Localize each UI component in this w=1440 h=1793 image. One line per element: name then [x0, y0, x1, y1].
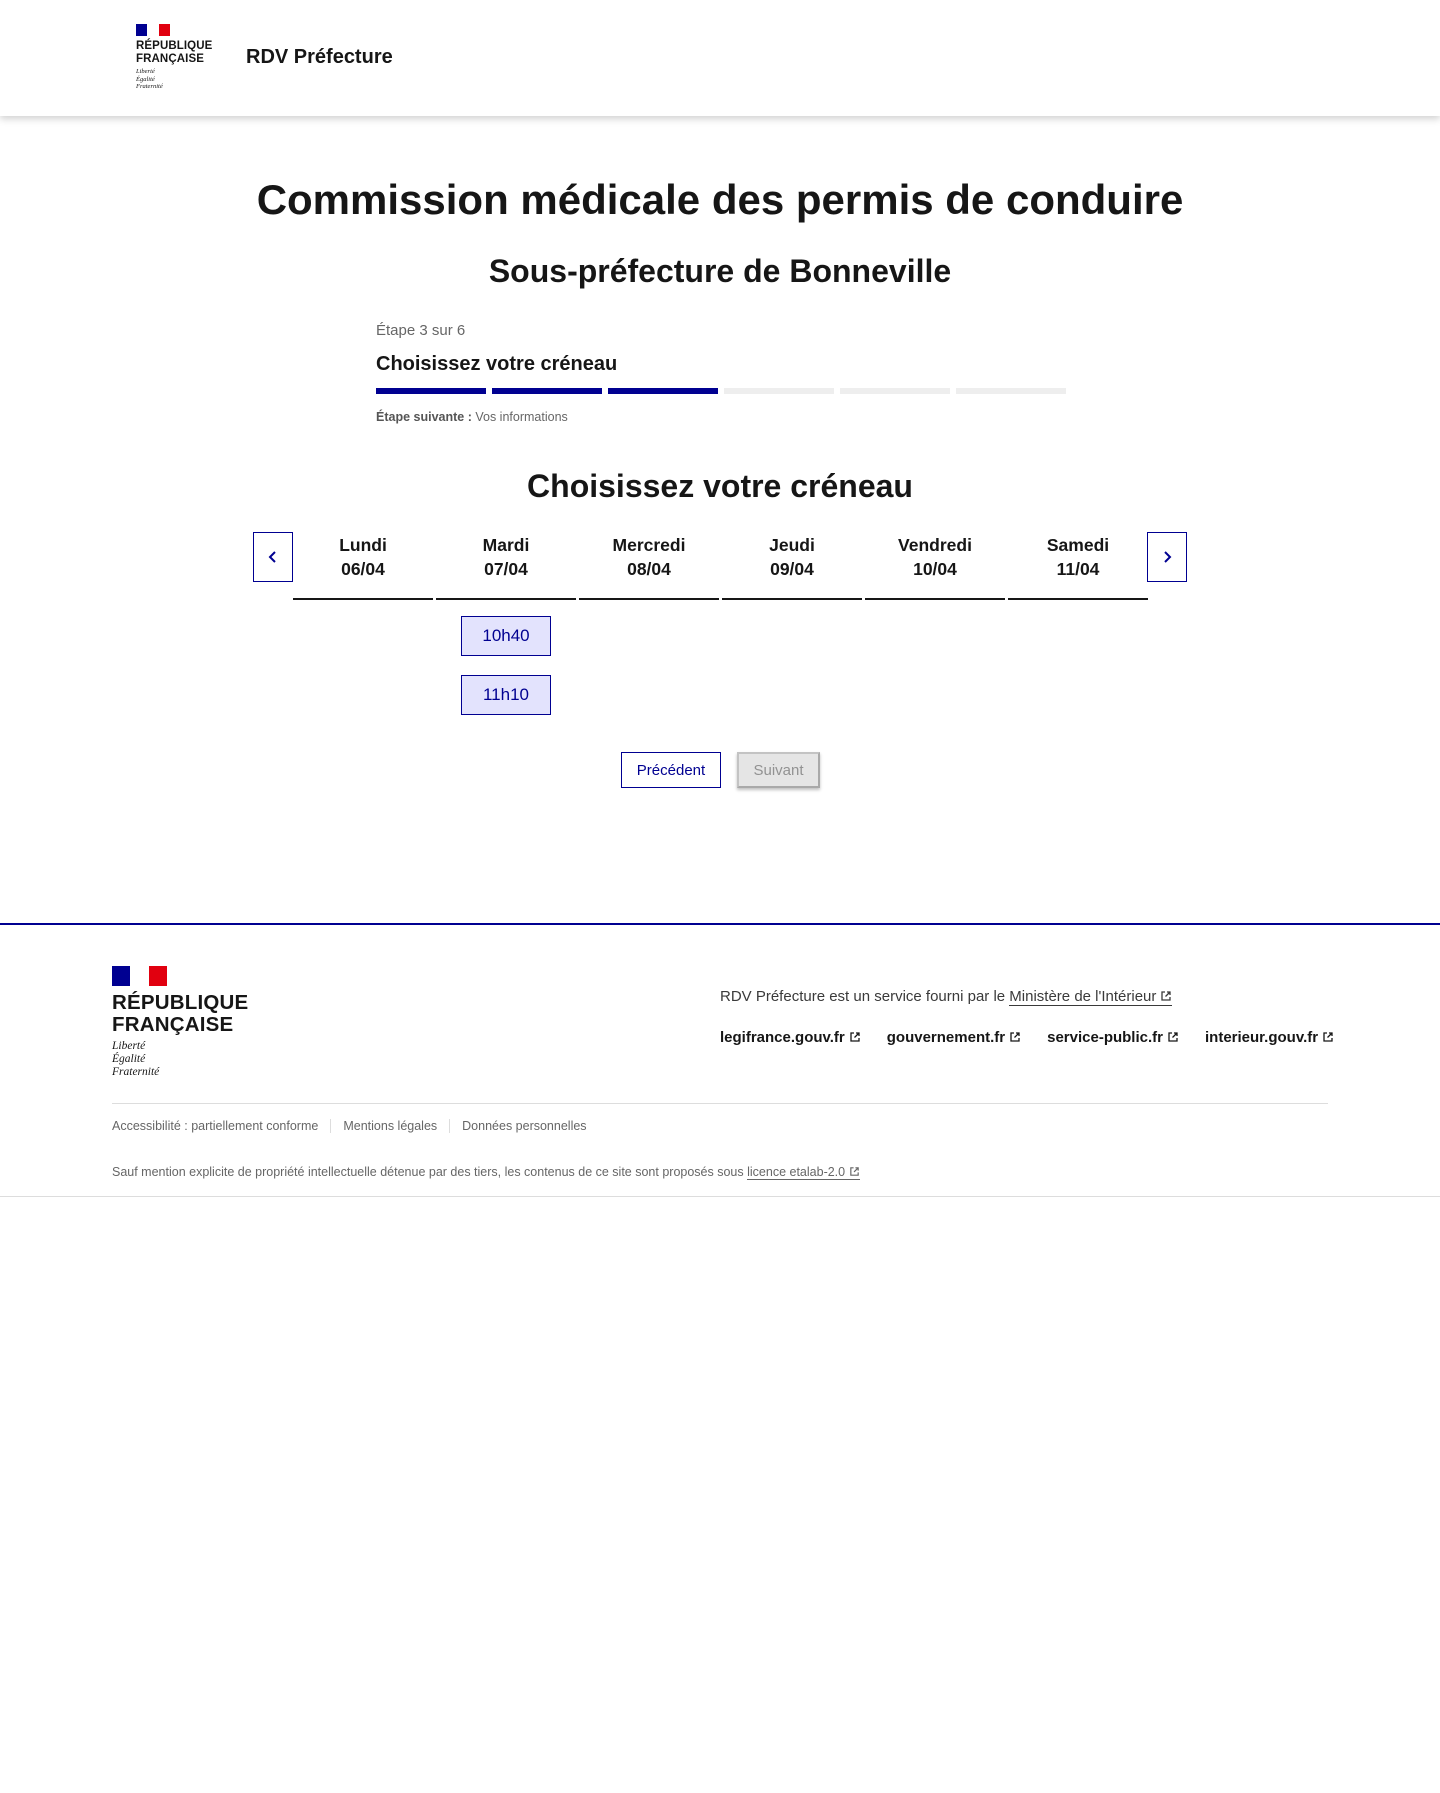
day-column [1008, 532, 1148, 715]
stepper-next-label: Étape suivante : [376, 410, 472, 424]
service-title[interactable]: RDV Préfecture [246, 46, 393, 68]
day-column [436, 532, 576, 715]
stepper-segment [376, 388, 486, 394]
day-header [865, 532, 1005, 600]
page-subtitle: Sous-préfecture de Bonneville [488, 253, 952, 289]
external-link-icon [1160, 990, 1172, 1002]
footer-link[interactable]: interieur.gouv.fr [1205, 1029, 1334, 1046]
time-slot-button[interactable]: 10h40 [461, 616, 551, 656]
stepper-segment [608, 388, 718, 394]
stepper [376, 322, 1066, 424]
day-column [722, 532, 862, 715]
republic-name: RÉPUBLIQUE FRANÇAISE [136, 40, 213, 65]
republique-francaise-logo[interactable] [136, 24, 212, 91]
days-grid [293, 532, 1148, 715]
day-date: 09/04 [770, 559, 814, 579]
stepper-segment [840, 388, 950, 394]
external-link-icon [1167, 1031, 1179, 1043]
stepper-segment [492, 388, 602, 394]
day-date: 06/04 [341, 559, 385, 579]
stepper-next-step [376, 410, 1066, 424]
chevron-right-icon [1160, 550, 1174, 564]
stepper-segment [956, 388, 1066, 394]
next-week-button[interactable] [1147, 532, 1187, 582]
next-button[interactable]: Suivant [737, 752, 820, 788]
footer-bottom-link[interactable]: Mentions légales [330, 1119, 449, 1133]
day-date: 07/04 [484, 559, 528, 579]
footer-bottom-link[interactable]: Accessibilité : partiellement conforme [112, 1119, 319, 1133]
stepper-current-title: Choisissez votre créneau [376, 353, 618, 375]
day-header [293, 532, 433, 600]
day-header [579, 532, 719, 600]
footer-divider [112, 1103, 1328, 1104]
day-name: Mercredi [612, 535, 686, 555]
day-name: Jeudi [769, 535, 815, 555]
day-column [293, 532, 433, 715]
day-date: 08/04 [627, 559, 671, 579]
day-column [579, 532, 719, 715]
ministere-interieur-link[interactable]: Ministère de l'Intérieur [1009, 988, 1172, 1006]
day-date: 11/04 [1056, 559, 1100, 579]
day-name: Vendredi [898, 535, 972, 555]
french-flag-icon [112, 966, 167, 986]
day-name: Mardi [482, 535, 530, 555]
footer-bottom-link[interactable]: Données personnelles [449, 1119, 598, 1133]
republic-motto: Liberté Égalité Fraternité [112, 1040, 160, 1078]
slots-section-title: Choisissez votre créneau [527, 468, 913, 504]
republique-francaise-logo-footer[interactable] [112, 966, 248, 1079]
licence-etalab-link[interactable]: licence etalab-2.0 [747, 1165, 860, 1180]
day-name: Samedi [1046, 535, 1110, 555]
stepper-progress [376, 388, 1066, 394]
external-link-icon [1009, 1031, 1021, 1043]
day-header [1008, 532, 1148, 600]
day-column [865, 532, 1005, 715]
footer-bottom-links [112, 1119, 599, 1133]
site-header [0, 0, 1440, 116]
footer-external-links [720, 1029, 1334, 1046]
french-flag-icon [136, 24, 170, 36]
site-footer [0, 923, 1440, 1197]
stepper-next-value: Vos informations [475, 410, 568, 424]
footer-link[interactable]: gouvernement.fr [887, 1029, 1021, 1046]
time-slot-button[interactable]: 11h10 [461, 675, 551, 715]
republic-name: RÉPUBLIQUE FRANÇAISE [112, 991, 249, 1036]
republic-motto: Liberté Égalité Fraternité [136, 68, 163, 90]
day-date: 10/04 [913, 559, 957, 579]
chevron-left-icon [266, 550, 280, 564]
stepper-segment [724, 388, 834, 394]
footer-link[interactable]: legifrance.gouv.fr [720, 1029, 861, 1046]
external-link-icon [849, 1031, 861, 1043]
external-link-icon [1322, 1031, 1334, 1043]
previous-week-button[interactable] [253, 532, 293, 582]
footer-license: Sauf mention explicite de propriété intellectuelle détenue par des tiers, les contenus de ce site sont proposés sous licence etalab-2.0 [112, 1165, 860, 1179]
external-link-icon [849, 1166, 860, 1177]
day-header [722, 532, 862, 600]
page-title: Commission médicale des permis de conduire [256, 176, 1184, 223]
stepper-state: Étape 3 sur 6 [376, 322, 466, 339]
footer-description: RDV Préfecture est un service fourni par le Ministère de l'Intérieur [720, 988, 1172, 1005]
day-header [436, 532, 576, 600]
day-name: Lundi [339, 535, 387, 555]
previous-button[interactable]: Précédent [621, 752, 721, 788]
footer-link[interactable]: service-public.fr [1047, 1029, 1179, 1046]
